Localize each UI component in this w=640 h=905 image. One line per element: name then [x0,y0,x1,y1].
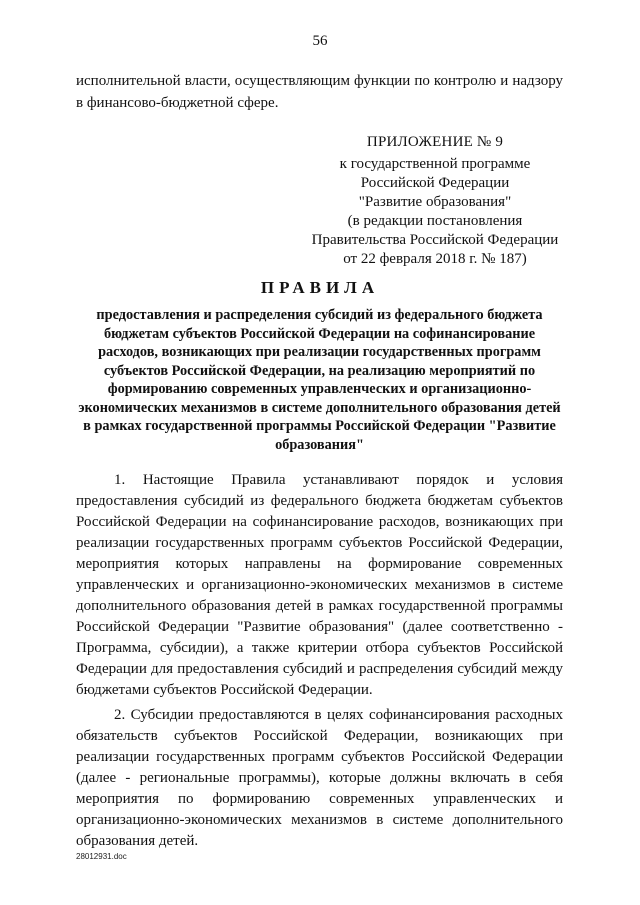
appendix-line: "Развитие образования" [358,194,512,210]
intro-text: исполнительной власти, осуществляющим функции по контролю и надзору в финансово-бюджетной сфере. [76,73,563,111]
appendix-line: (в редакции постановления [347,213,523,229]
appendix-line: от 22 февраля 2018 г. № 187) [343,251,527,267]
rules-subtitle: предоставления и распределения субсидий из федерального бюджета бюджетам субъектов Российской Федерации на софинансирование расходов, возникающих при реализации государственных программ субъектов Российской Федерации, на реализацию мероприятий по формированию современных управленческих и организационно-экономических механизмов в системе дополнительного образования детей в рамках государственной программы Российской Федерации "Развитие образования" [78,307,561,453]
paragraph: 2. Субсидии предоставляются в целях софинансирования расходных обязательств субъектов Российской Федерации, возникающих при реализации государственных программ субъектов Российской Федерации (далее - региональные программы), которые должны включать в себя мероприятия по формированию современных управленческих и организационно-экономических механизмов в системе дополнительного образования детей. [76,707,563,849]
appendix-line: Российской Федерации [360,175,510,191]
rules-title: ПРАВИЛА [260,278,380,297]
footer-doc-name: 28012931.doc [76,852,127,861]
body-text [76,470,563,856]
appendix-line: к государственной программе [339,156,531,172]
page-number: 56 [312,33,328,49]
appendix-title: ПРИЛОЖЕНИЕ № 9 [366,134,504,150]
appendix-block [305,133,565,269]
appendix-line: Правительства Российской Федерации [311,232,559,248]
paragraph: 1. Настоящие Правила устанавливают порядок и условия предоставления субсидий из федерального бюджета бюджетам субъектов Российской Федерации на софинансирование расходов, возникающих при реализации государственных программ субъектов Российской Федерации, мероприятия которых направлены на формирование современных управленческих и организационно-экономических механизмов в системе дополнительного образования детей в рамках государственной программы Российской Федерации "Развитие образования" (далее соответственно - Программа, субсидии), а также критерии отбора субъектов Российской Федерации для предоставления субсидий и распределения субсидий между бюджетами субъектов Российской Федерации. [76,472,563,698]
